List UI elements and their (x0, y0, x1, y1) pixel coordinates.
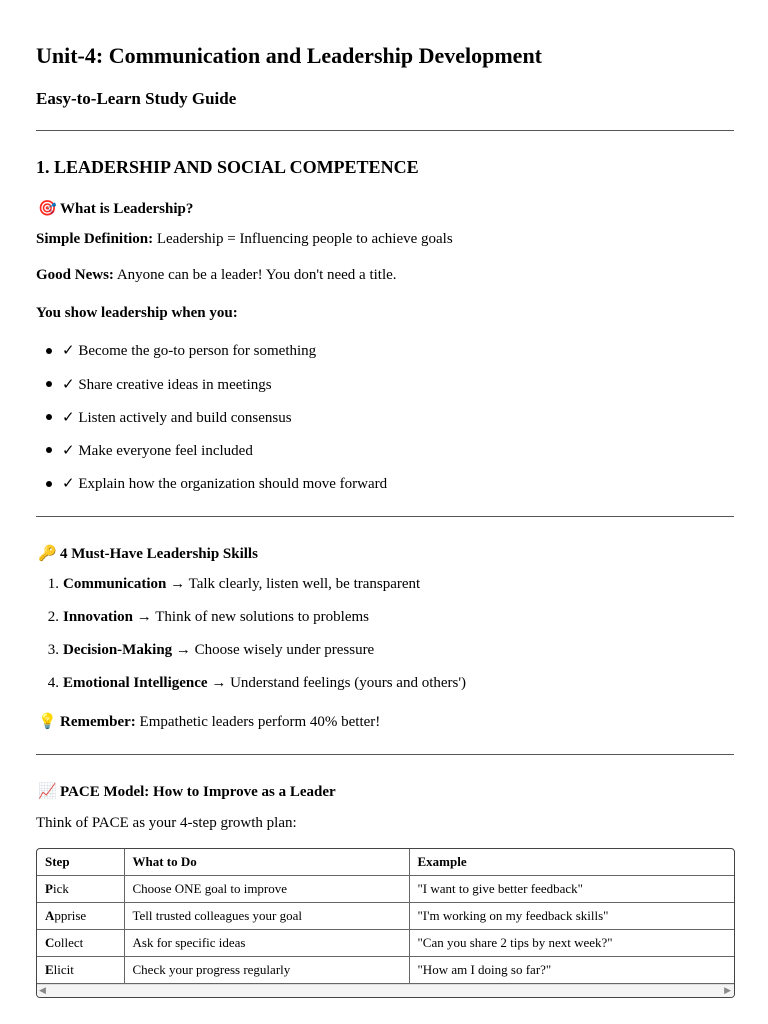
what-cell: Check your progress regularly (124, 957, 409, 984)
skill-item-communication: 1. Communication → Talk clearly, listen well, be transparent (47, 576, 421, 592)
target-icon: 🎯 (38, 199, 57, 217)
list-item: ✓ Explain how the organization should move forward (62, 476, 388, 492)
bullet-dot (46, 447, 52, 453)
column-header: What to Do (124, 849, 409, 876)
chart-increasing-icon: 📈 (38, 782, 57, 800)
pace-intro: Think of PACE as your 4-step growth plan: (36, 815, 297, 831)
what-is-leadership-heading: 🎯 What is Leadership? (38, 199, 194, 217)
step-cell: Pick (37, 876, 124, 903)
step-cell: Elicit (37, 957, 124, 984)
section-heading: 1. LEADERSHIP AND SOCIAL COMPETENCE (36, 157, 419, 177)
table-header-row (37, 849, 734, 876)
remember-tip: 💡 Remember: Empathetic leaders perform 40% better! (38, 712, 381, 730)
scroll-left-arrow-icon[interactable]: ◀ (39, 986, 46, 996)
example-cell: "I'm working on my feedback skills" (409, 903, 734, 930)
page-subtitle: Easy-to-Learn Study Guide (36, 89, 237, 108)
list-item: ✓ Listen actively and build consensus (62, 410, 292, 426)
what-cell: Choose ONE goal to improve (124, 876, 409, 903)
example-cell: "How am I doing so far?" (409, 957, 734, 984)
page-title: Unit-4: Communication and Leadership Development (36, 43, 543, 68)
show-leadership-heading: You show leadership when you: (36, 305, 238, 321)
column-header: Step (37, 849, 124, 876)
bullet-dot (46, 481, 52, 487)
what-cell: Tell trusted colleagues your goal (124, 903, 409, 930)
scroll-right-arrow-icon[interactable]: ▶ (724, 986, 731, 996)
list-item: ✓ Share creative ideas in meetings (62, 377, 272, 393)
step-cell: Apprise (37, 903, 124, 930)
list-item: ✓ Become the go-to person for something (62, 343, 317, 359)
good-news-line: Good News: Anyone can be a leader! You don't need a title. (36, 267, 397, 283)
table-row (37, 876, 734, 903)
skills-heading: 🔑 4 Must-Have Leadership Skills (38, 544, 258, 562)
step-cell: Collect (37, 930, 124, 957)
pace-heading: 📈 PACE Model: How to Improve as a Leader (38, 782, 336, 800)
divider (36, 754, 734, 755)
key-icon: 🔑 (38, 544, 57, 562)
bullet-dot (46, 348, 52, 354)
horizontal-scrollbar[interactable] (37, 984, 734, 997)
example-cell: "I want to give better feedback" (409, 876, 734, 903)
definition-line: Simple Definition: Leadership = Influencing people to achieve goals (36, 231, 453, 247)
skill-item-emotional-intelligence: 4. Emotional Intelligence → Understand feelings (yours and others') (47, 675, 467, 691)
column-header: Example (409, 849, 734, 876)
bullet-dot (46, 414, 52, 420)
lightbulb-icon: 💡 (38, 712, 57, 730)
divider (36, 130, 734, 131)
skill-item-innovation: 2. Innovation → Think of new solutions to problems (47, 609, 369, 625)
divider (36, 516, 734, 517)
what-cell: Ask for specific ideas (124, 930, 409, 957)
skill-item-decision-making: 3. Decision-Making → Choose wisely under pressure (47, 642, 375, 658)
example-cell: "Can you share 2 tips by next week?" (409, 930, 734, 957)
bullet-dot (46, 381, 52, 387)
table-row (37, 903, 734, 930)
pace-table (37, 849, 734, 984)
pace-table-container[interactable] (36, 848, 735, 998)
table-row (37, 930, 734, 957)
table-row (37, 957, 734, 984)
list-item: ✓ Make everyone feel included (62, 443, 253, 459)
